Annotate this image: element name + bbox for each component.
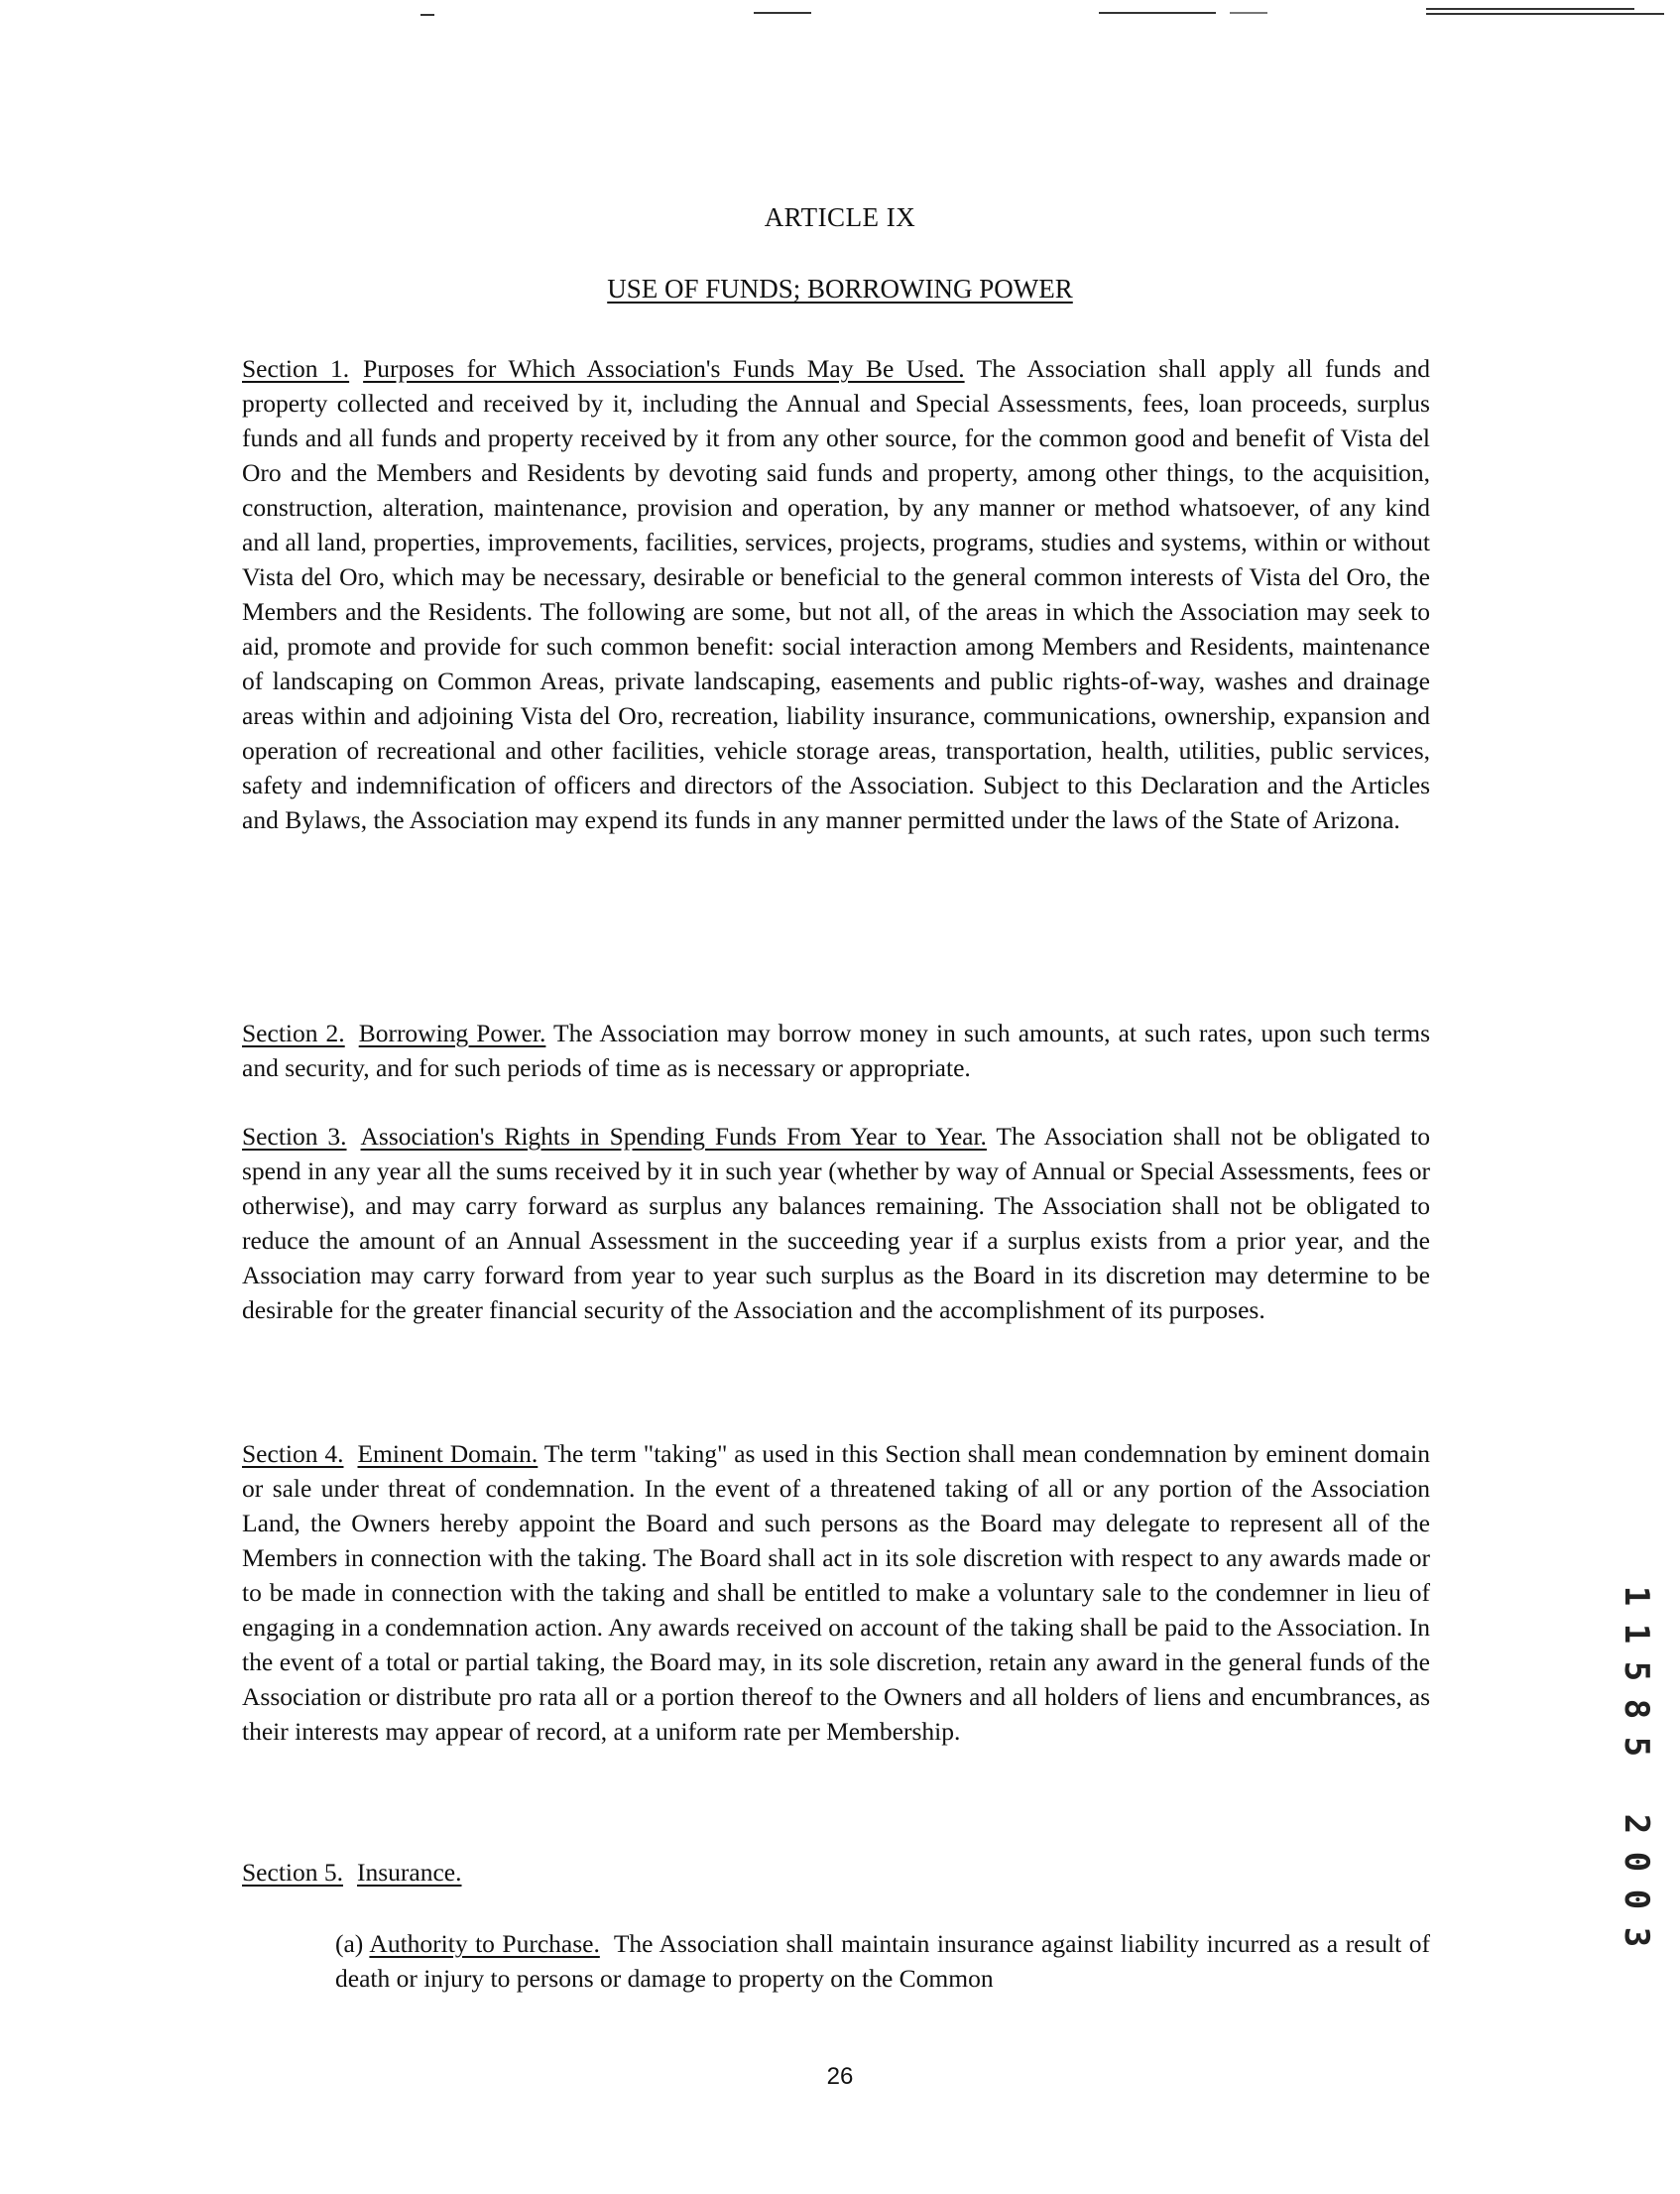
scan-mark [1230,12,1267,14]
stamp-digit: 0 [1617,1889,1656,1910]
section-4 [242,1436,1430,1749]
section-3 [242,1119,1430,1327]
section-heading: Purposes for Which Association's Funds May Be Used. [363,354,965,383]
subsection-a [335,1926,1430,1996]
stamp-digit: 3 [1617,1926,1656,1948]
stamp-digit: 1 [1617,1623,1656,1645]
section-text: The Association shall apply all funds and property collected and received by it, including the Annual and Special Assessments, fees, loan proceeds, surplus funds and all funds and property received by it from any other source, for the common good and benefit of Vista del Oro and the Members and Residents by devoting said funds and property, among other things, to the acquisition, construction, alteration, maintenance, provision and operation, by any manner or method whatsoever, of any kind and all land, properties, improvements, facilities, services, projects, programs, studies and systems, within or without Vista del Oro, which may be necessary, desirable or beneficial to the general common interests of Vista del Oro, the Members and the Residents. The following are some, but not all, of the areas in which the Association may seek to aid, promote and provide for such common benefit: social interaction among Members and Residents, maintenance of landscaping on Common Areas, private landscaping, easements and public rights-of-way, washes and drainage areas within and adjoining Vista del Oro, recreation, liability insurance, communications, ownership, expansion and operation of recreational and other facilities, vehicle storage areas, transportation, health, utilities, public services, safety and indemnification of officers and directors of the Association. Subject to this Declaration and the Articles and Bylaws, the Association may expend its funds in any manner permitted under the laws of the State of Arizona. [242,354,1430,834]
section-5 [242,1855,1430,1889]
stamp-digit: 8 [1617,1698,1656,1720]
scan-mark [1426,13,1664,15]
section-number: Section 5. [242,1858,343,1887]
section-number: Section 4. [242,1439,344,1468]
section-text: The term "taking" as used in this Section shall mean condemnation by eminent domain or sale under threat of condemnation. In the event of a threatened taking of all or any portion of the Association Land, the Owners hereby appoint the Board and such persons as the Board may delegate to represent all of the Members in connection with the taking. The Board shall act in its sole discretion with respect to any awards made or to be made in connection with the taking and shall be entitled to make a voluntary sale to the condemner in lieu of engaging in a condemnation action. Any awards received on account of the taking shall be paid to the Association. In the event of a total or partial taking, the Board may, in its sole discretion, retain any award in the general funds of the Association or distribute pro rata all or a portion thereof to the Owners and all holders of liens and encumbrances, as their interests may appear of record, at a uniform rate per Membership. [242,1439,1430,1746]
stamp-digit: 2 [1617,1813,1656,1835]
stamp-digit: 5 [1617,1736,1656,1758]
section-heading: Association's Rights in Spending Funds From Year to Year. [360,1122,987,1151]
scan-mark [1099,12,1216,14]
stamp-digit: 1 [1617,1585,1656,1607]
section-2 [242,1016,1430,1085]
section-heading: Borrowing Power. [358,1019,546,1047]
section-1 [242,351,1430,837]
subsection-label: (a) [335,1929,364,1958]
section-text: The Association may borrow money in such amounts, at such rates, upon such terms and security, and for such periods of time as is necessary or appropriate. [242,1019,1430,1082]
section-1-paragraph [242,351,1430,837]
scan-mark [420,14,434,16]
section-4-paragraph [242,1436,1430,1749]
stamp-digit: 5 [1617,1660,1656,1682]
subsection-a-paragraph [335,1926,1430,1996]
section-5-paragraph [242,1855,1430,1889]
section-text: The Association shall not be obligated to spend in any year all the sums received by it in such year (whether by way of Annual or Special Assessments, fees or otherwise), and may carry forward as surplus any balances remaining. The Association shall not be obligated to reduce the amount of an Annual Assessment in the succeeding year if a surplus exists from a prior year, and the Association may carry forward from year to year such surplus as the Board in its discretion may determine to be desirable for the greater financial security of the Association and the accomplishment of its purposes. [242,1122,1430,1324]
scan-mark [754,12,811,14]
subsection-heading: Authority to Purchase. [369,1929,600,1958]
subsection-text: The Association shall maintain insurance against liability incurred as a result of death or injury to persons or damage to property on the Common [335,1929,1430,1993]
section-number: Section 1. [242,354,350,383]
section-3-paragraph [242,1119,1430,1327]
article-title-text: USE OF FUNDS; BORROWING POWER [607,274,1073,304]
page-number: 26 [826,2063,854,2090]
section-heading: Insurance. [357,1858,462,1887]
margin-recording-stamp [1615,1577,1654,1956]
scan-mark [1426,8,1634,10]
section-number: Section 3. [242,1122,347,1151]
section-2-paragraph [242,1016,1430,1085]
article-title [0,274,1680,305]
stamp-digit: 0 [1617,1851,1656,1873]
article-heading: ARTICLE IX [764,202,916,232]
section-number: Section 2. [242,1019,345,1047]
section-heading: Eminent Domain. [357,1439,539,1468]
